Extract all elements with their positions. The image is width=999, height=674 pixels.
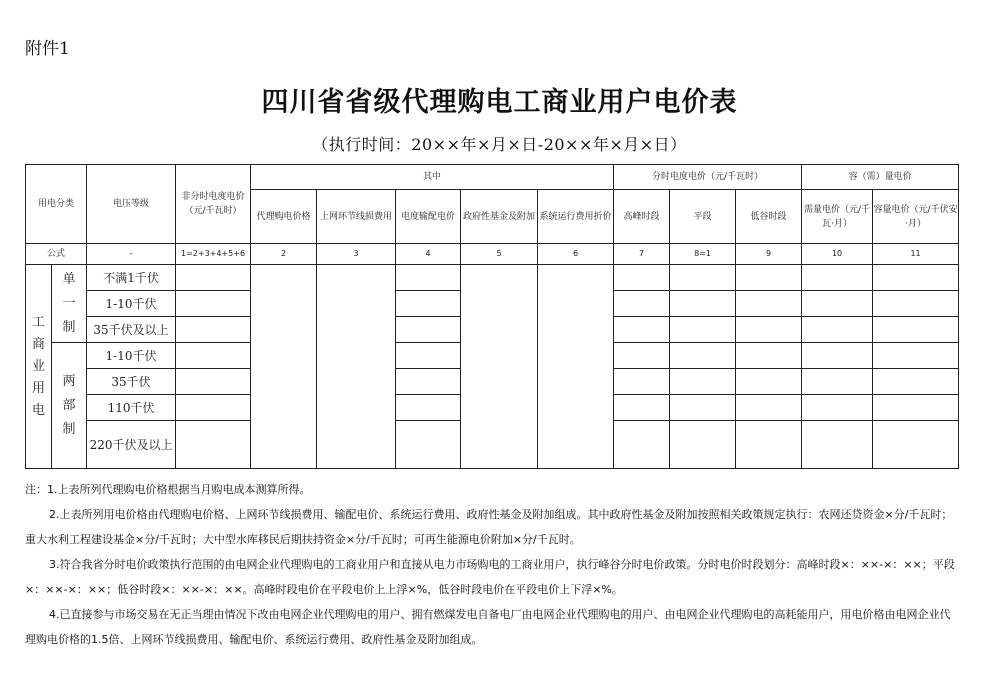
- note-2: 2.上表所列用电价格由代理购电价格、上网环节线损费用、输配电价、系统运行费用、政府性基金及附加组成。其中政府性基金及附加按照相关政策规定执行：农网还贷资金×分/千瓦时；重大水利工程建设基金×分/千瓦时；大中型水库移民后期扶持资金×分/千瓦时；可再生能源电价附加×分/千瓦时。: [25, 508, 953, 546]
- value-cell: [802, 421, 873, 469]
- value-cell: [736, 421, 802, 469]
- single-label: [52, 265, 87, 343]
- vertical-label-char: 部: [62, 397, 76, 413]
- value-cell: [802, 265, 873, 291]
- formula-cell: 4: [396, 244, 461, 265]
- page-title: 四川省省级代理购电工商业用户电价表: [261, 87, 738, 118]
- header-voltage: 电压等级: [87, 165, 176, 244]
- value-cell: [538, 265, 614, 469]
- value-cell: [614, 369, 670, 395]
- value-cell: [176, 265, 251, 291]
- header-demand: 需量电价（元/千瓦·月）: [802, 190, 873, 244]
- notes-section: [25, 477, 960, 652]
- header-transmission: 电度输配电价: [396, 190, 461, 244]
- value-cell: [873, 421, 959, 469]
- formula-cell: 6: [538, 244, 614, 265]
- two-part-label: [52, 343, 87, 469]
- value-cell: [396, 291, 461, 317]
- header-capacity-group: 容（需）量电价: [802, 165, 959, 190]
- vertical-label-char: 工: [31, 314, 45, 330]
- formula-label: 公式: [26, 244, 87, 265]
- vertical-label-char: 电: [31, 402, 45, 418]
- vertical-label-char: 用: [31, 380, 45, 396]
- header-capacity: 容量电价（元/千伏安·月）: [873, 190, 959, 244]
- value-cell: [670, 291, 736, 317]
- value-cell: [461, 265, 538, 469]
- value-cell: [670, 317, 736, 343]
- value-cell: [670, 395, 736, 421]
- value-cell: [614, 265, 670, 291]
- value-cell: [614, 395, 670, 421]
- value-cell: [736, 317, 802, 343]
- value-cell: [736, 265, 802, 291]
- value-cell: [873, 343, 959, 369]
- formula-cell: 11: [873, 244, 959, 265]
- value-cell: [670, 265, 736, 291]
- header-flat: 平段: [670, 190, 736, 244]
- value-cell: [396, 265, 461, 291]
- value-cell: [802, 369, 873, 395]
- vertical-label-char: 业: [31, 358, 45, 374]
- value-cell: [396, 369, 461, 395]
- value-cell: [176, 421, 251, 469]
- value-cell: [396, 343, 461, 369]
- value-cell: [614, 317, 670, 343]
- value-cell: [873, 369, 959, 395]
- group-label: [26, 265, 52, 469]
- value-cell: [736, 291, 802, 317]
- header-peak: 高峰时段: [614, 190, 670, 244]
- value-cell: [873, 265, 959, 291]
- voltage-cell: 220千伏及以上: [87, 421, 176, 469]
- vertical-label-char: 两: [62, 373, 76, 389]
- header-proxy-price: 代理购电价格: [251, 190, 317, 244]
- value-cell: [802, 395, 873, 421]
- value-cell: [873, 395, 959, 421]
- value-cell: [670, 343, 736, 369]
- attachment-label: 附件1: [25, 39, 70, 59]
- value-cell: [736, 343, 802, 369]
- voltage-cell: 1-10千伏: [87, 343, 176, 369]
- voltage-cell: 110千伏: [87, 395, 176, 421]
- formula-cell: 2: [251, 244, 317, 265]
- header-line-loss: 上网环节线损费用: [317, 190, 396, 244]
- header-tou: 分时电度电价（元/千瓦时）: [614, 165, 802, 190]
- value-cell: [670, 421, 736, 469]
- value-cell: [251, 265, 317, 469]
- effective-period: （执行时间：20××年×月×日-20××年×月×日）: [312, 135, 687, 154]
- formula-voltage: -: [87, 244, 176, 265]
- value-cell: [396, 317, 461, 343]
- formula-cell: 5: [461, 244, 538, 265]
- value-cell: [176, 395, 251, 421]
- note-3: 3.符合我省分时电价政策执行范围的由电网企业代理购电的工商业用户和直接从电力市场购电的工商业用户，执行峰谷分时电价政策。分时电价时段划分：高峰时段×：××-×：××；平段×：××-×：××；低谷时段×：××-×：××。高峰时段电价在平段电价上上浮×%，低谷时段电价在平段电价上下浮×%。: [25, 558, 955, 596]
- formula-cell: 1=2+3+4+5+6: [176, 244, 251, 265]
- value-cell: [736, 369, 802, 395]
- value-cell: [802, 317, 873, 343]
- header-system-cost: 系统运行费用折价: [538, 190, 614, 244]
- formula-cell: 9: [736, 244, 802, 265]
- header-valley: 低谷时段: [736, 190, 802, 244]
- value-cell: [176, 291, 251, 317]
- formula-cell: 3: [317, 244, 396, 265]
- vertical-label-char: 单: [62, 271, 76, 287]
- value-cell: [873, 317, 959, 343]
- value-cell: [176, 369, 251, 395]
- value-cell: [670, 369, 736, 395]
- value-cell: [176, 343, 251, 369]
- header-category: 用电分类: [26, 165, 87, 244]
- formula-cell: 7: [614, 244, 670, 265]
- value-cell: [396, 395, 461, 421]
- voltage-cell: 35千伏及以上: [87, 317, 176, 343]
- formula-cell: 10: [802, 244, 873, 265]
- value-cell: [614, 343, 670, 369]
- voltage-cell: 1-10千伏: [87, 291, 176, 317]
- header-gov-fund: 政府性基金及附加: [461, 190, 538, 244]
- value-cell: [614, 291, 670, 317]
- note-1: 注：1.上表所列代理购电价格根据当月购电成本测算所得。: [25, 483, 311, 496]
- value-cell: [614, 421, 670, 469]
- value-cell: [802, 343, 873, 369]
- value-cell: [317, 265, 396, 469]
- value-cell: [873, 291, 959, 317]
- value-cell: [802, 291, 873, 317]
- vertical-label-char: 商: [31, 336, 45, 352]
- header-among: 其中: [251, 165, 614, 190]
- value-cell: [396, 421, 461, 469]
- formula-cell: 8=1: [670, 244, 736, 265]
- vertical-label-char: 制: [62, 319, 76, 335]
- tariff-table: [25, 164, 959, 469]
- value-cell: [736, 395, 802, 421]
- voltage-cell: 35千伏: [87, 369, 176, 395]
- vertical-label-char: 一: [62, 295, 76, 311]
- voltage-cell: 不满1千伏: [87, 265, 176, 291]
- value-cell: [176, 317, 251, 343]
- vertical-label-char: 制: [62, 421, 76, 437]
- header-non-tou: 非分时电度电价（元/千瓦时）: [176, 165, 251, 244]
- note-4: 4.已直接参与市场交易在无正当理由情况下改由电网企业代理购电的用户、拥有燃煤发电自备电厂由电网企业代理购电的用户、由电网企业代理购电的高耗能用户，用电价格由电网企业代理购电价格的1.5倍、上网环节线损费用、输配电价、系统运行费用、政府性基金及附加组成。: [25, 608, 951, 646]
